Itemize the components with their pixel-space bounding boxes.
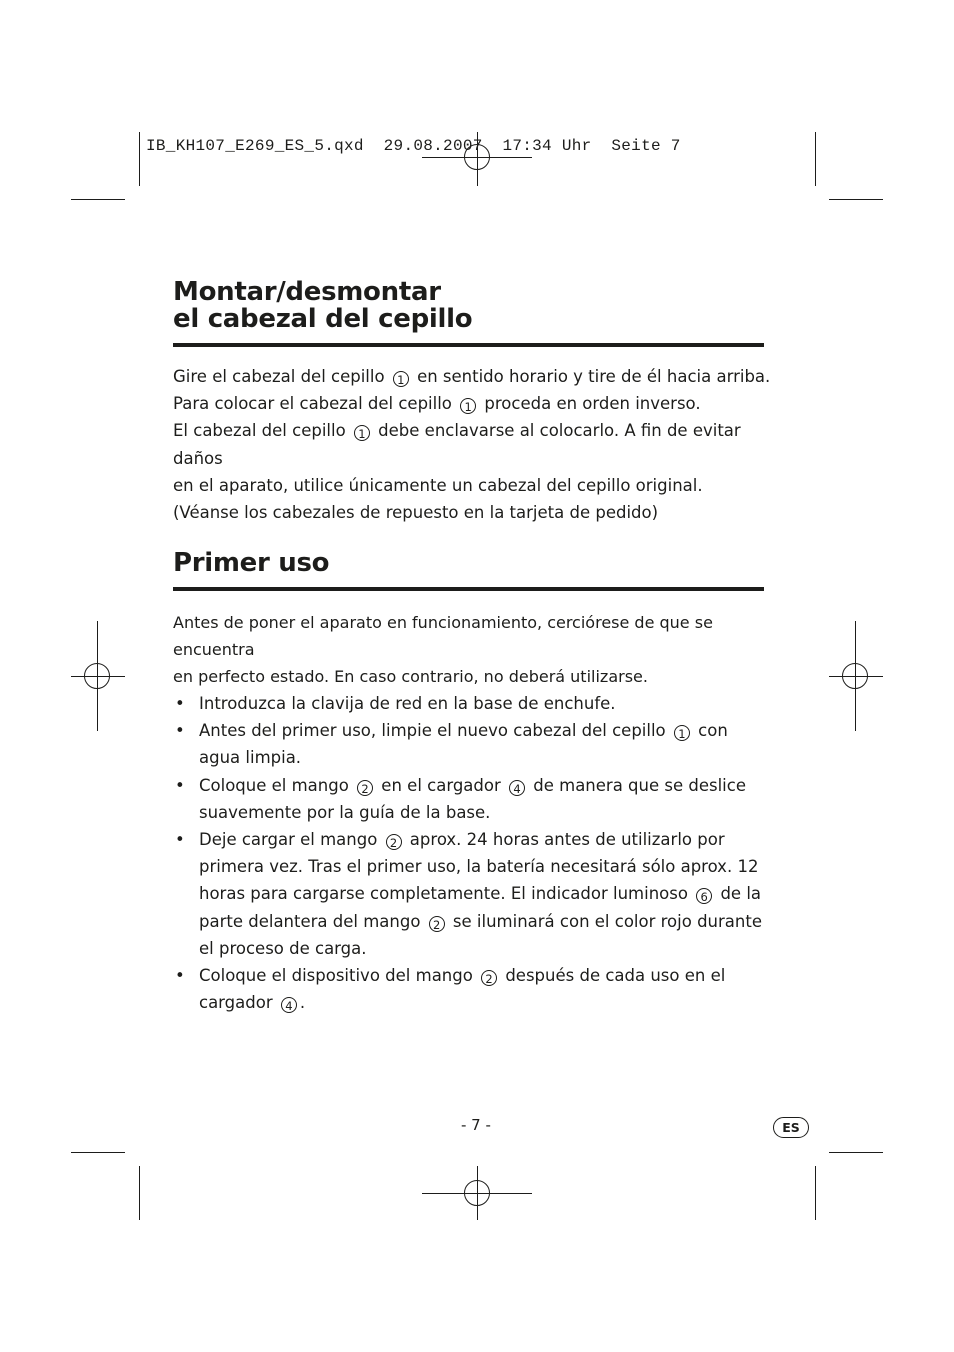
text-run: El cabezal del cepillo: [173, 421, 351, 441]
first-use-steps-list: [173, 690, 773, 1016]
paragraph-line: [173, 472, 773, 499]
part-number-ref: 1: [460, 398, 476, 414]
part-number-ref: 2: [386, 834, 402, 850]
part-number-ref: 4: [281, 997, 297, 1013]
crop-mark-top-left-vertical: [139, 132, 140, 186]
crop-mark-top-right-vertical: [815, 132, 816, 186]
list-item: [173, 772, 773, 826]
bullet-dot: •: [175, 775, 185, 795]
text-run: .: [299, 993, 306, 1013]
text-run: se iluminará con el color rojo durante el proceso de carga.: [199, 911, 762, 958]
title-first-use: Primer uso: [173, 548, 330, 578]
text-run: Deje cargar el mango: [199, 830, 383, 850]
text-run: proceda en orden inverso.: [479, 394, 701, 414]
text-run: con agua limpia.: [199, 721, 728, 768]
part-number-ref: 1: [354, 425, 370, 441]
part-number-ref: 2: [481, 970, 497, 986]
list-item: [173, 826, 773, 962]
list-item: [173, 962, 773, 1016]
bullet-dot: •: [175, 966, 185, 986]
crop-mark-bottom-left-vertical: [139, 1166, 140, 1220]
section-title-mount-brush-head: [173, 279, 472, 333]
text-run: en sentido horario y tire de él hacia arriba.: [411, 367, 771, 386]
paragraph-line: [173, 499, 773, 526]
title-line-2: el cabezal del cepillo: [173, 304, 473, 334]
list-item: [173, 717, 773, 771]
text-run: en el cargador: [376, 775, 506, 795]
page-number: - 7 -: [461, 1116, 491, 1134]
part-number-ref: 1: [393, 371, 409, 387]
text-run: Introduzca la clavija de red en la base de enchufe.: [199, 694, 616, 713]
part-number-ref: 2: [357, 780, 373, 796]
bullet-dot: •: [175, 694, 185, 713]
list-item: [173, 690, 773, 717]
part-number-ref: 1: [674, 725, 690, 741]
text-run: Gire el cabezal del cepillo: [173, 367, 390, 386]
registration-mark-right-circle: [842, 663, 868, 689]
language-badge: ES: [773, 1117, 809, 1138]
paragraph-line: [173, 363, 773, 390]
print-slug-line: IB_KH107_E269_ES_5.qxd 29.08.2007 17:34 Uhr Seite 7: [146, 137, 681, 155]
intro-line-2: en perfecto estado. En caso contrario, no deberá utilizarse.: [173, 667, 648, 687]
text-run: en el aparato, utilice únicamente un cabezal del cepillo original.: [173, 475, 703, 495]
section-title-first-use: [173, 550, 329, 577]
paragraph-line: [173, 390, 773, 417]
text-run: después de cada uso en el cargador: [199, 966, 726, 1013]
paragraph-line: [173, 417, 773, 471]
section-1-body: [173, 363, 773, 526]
text-run: aprox. 24 horas antes de utilizarlo por primera vez. Tras el primer uso, la batería necesitará sólo aprox. 12 horas para cargarse completamente. El indicador luminoso: [199, 830, 759, 904]
crop-mark-bottom-right-vertical: [815, 1166, 816, 1220]
part-number-ref: 6: [696, 888, 712, 904]
section-rule-2: [173, 587, 764, 591]
text-run: debe enclavarse al colocarlo. A fin de evitar daños: [173, 421, 741, 468]
title-line-1: Montar/desmontar: [173, 277, 441, 307]
text-run: (Véanse los cabezales de repuesto en la tarjeta de pedido): [173, 503, 659, 523]
text-run: Coloque el mango: [199, 775, 355, 795]
crop-mark-top-left-horizontal: [71, 199, 125, 200]
part-number-ref: 4: [509, 780, 525, 796]
bullet-dot: •: [175, 830, 185, 850]
text-run: Coloque el dispositivo del mango: [199, 966, 479, 986]
part-number-ref: 2: [429, 916, 445, 932]
registration-mark-bottom-circle: [464, 1180, 490, 1206]
crop-mark-bottom-left-horizontal: [71, 1152, 125, 1153]
text-run: de la parte delantera del mango: [199, 884, 762, 931]
text-run: Para colocar el cabezal del cepillo: [173, 394, 458, 414]
crop-mark-bottom-right-horizontal: [829, 1152, 883, 1153]
section-rule-1: [173, 343, 764, 347]
crop-mark-top-right-horizontal: [829, 199, 883, 200]
text-run: Antes del primer uso, limpie el nuevo cabezal del cepillo: [199, 721, 671, 741]
text-run: de manera que se deslice suavemente por la guía de la base.: [199, 775, 746, 822]
intro-line-1: Antes de poner el aparato en funcionamiento, cerciórese de que se encuentra: [173, 613, 713, 660]
section-2-intro: [173, 609, 773, 691]
registration-mark-left-circle: [84, 663, 110, 689]
bullet-dot: •: [175, 721, 185, 741]
